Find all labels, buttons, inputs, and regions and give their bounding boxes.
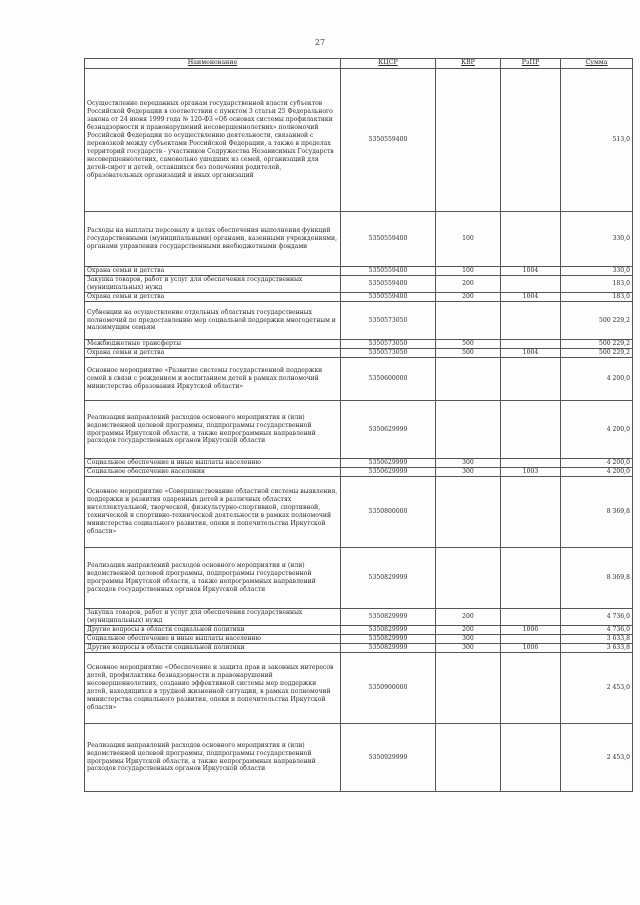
cell-rzpr xyxy=(501,358,561,401)
table-row xyxy=(85,477,633,548)
cell-name: Реализация направлений расходов основного мероприятия и (или) ведомственной целевой программы, подпрограммы государственной программы Иркутской области, а также непрограммных направлений расходов государственных органов Иркутской области xyxy=(85,401,341,459)
cell-rzpr xyxy=(501,69,561,212)
cell-rzpr xyxy=(501,459,561,468)
cell-sum: 3 633,8 xyxy=(561,635,633,644)
cell-sum: 4 200,0 xyxy=(561,401,633,459)
cell-rzpr: 1003 xyxy=(501,468,561,477)
cell-name: Другие вопросы в области социальной политики xyxy=(85,626,341,635)
cell-sum: 2 453,0 xyxy=(561,724,633,792)
cell-name: Социальное обеспечение населения xyxy=(85,468,341,477)
table-row xyxy=(85,293,633,302)
table-row xyxy=(85,276,633,293)
cell-kvr: 300 xyxy=(436,635,501,644)
cell-kvr xyxy=(436,358,501,401)
table-row xyxy=(85,459,633,468)
header-rzpr: РзПР xyxy=(501,59,561,69)
cell-kvr xyxy=(436,548,501,609)
table-row xyxy=(85,349,633,358)
cell-code: 5350900000 xyxy=(341,653,436,724)
cell-rzpr xyxy=(501,276,561,293)
table-row xyxy=(85,302,633,340)
cell-code: 5350829999 xyxy=(341,609,436,626)
cell-name: Реализация направлений расходов основного мероприятия и (или) ведомственной целевой программы, подпрограммы государственной программы Иркутской области, а также непрограммных направлений расходов государственных органов Иркутской области xyxy=(85,548,341,609)
table-row xyxy=(85,340,633,349)
header-sum: Сумма xyxy=(561,59,633,69)
cell-rzpr xyxy=(501,635,561,644)
table-row xyxy=(85,724,633,792)
cell-sum: 3 633,8 xyxy=(561,644,633,653)
cell-code: 5350800000 xyxy=(341,477,436,548)
cell-kvr xyxy=(436,653,501,724)
cell-sum: 4 200,0 xyxy=(561,468,633,477)
cell-name: Другие вопросы в области социальной политики xyxy=(85,644,341,653)
cell-code: 5350829999 xyxy=(341,635,436,644)
cell-name: Охрана семьи и детства xyxy=(85,349,341,358)
table-row xyxy=(85,267,633,276)
cell-code: 5350559400 xyxy=(341,267,436,276)
cell-rzpr xyxy=(501,340,561,349)
table-row xyxy=(85,468,633,477)
page-number: 27 xyxy=(314,38,326,47)
cell-code: 5350629999 xyxy=(341,401,436,459)
header-kvr: КВР xyxy=(436,59,501,69)
cell-code: 5350573050 xyxy=(341,349,436,358)
cell-sum: 8 369,8 xyxy=(561,477,633,548)
cell-sum: 183,0 xyxy=(561,293,633,302)
cell-rzpr: 1004 xyxy=(501,293,561,302)
table-row xyxy=(85,358,633,401)
cell-name: Закупка товаров, работ и услуг для обеспечения государственных (муниципальных) нужд xyxy=(85,609,341,626)
cell-code: 5350573050 xyxy=(341,302,436,340)
header-code: КЦСР xyxy=(341,59,436,69)
cell-kvr: 300 xyxy=(436,459,501,468)
cell-kvr: 200 xyxy=(436,609,501,626)
table-row xyxy=(85,401,633,459)
cell-kvr: 300 xyxy=(436,644,501,653)
table-row xyxy=(85,635,633,644)
cell-code: 5350559400 xyxy=(341,293,436,302)
cell-code: 5350929999 xyxy=(341,724,436,792)
table-row xyxy=(85,644,633,653)
cell-sum: 500 229,2 xyxy=(561,340,633,349)
cell-name: Субвенции на осуществление отдельных областных государственных полномочий по предоставлению мер социальной поддержки многодетным и малоимущим семьям xyxy=(85,302,341,340)
cell-kvr: 500 xyxy=(436,349,501,358)
cell-sum: 8 369,8 xyxy=(561,548,633,609)
cell-rzpr xyxy=(501,302,561,340)
cell-code: 5350559400 xyxy=(341,212,436,267)
cell-rzpr xyxy=(501,401,561,459)
cell-rzpr xyxy=(501,724,561,792)
table-row xyxy=(85,69,633,212)
cell-code: 5350829999 xyxy=(341,626,436,635)
cell-code: 5350600000 xyxy=(341,358,436,401)
cell-rzpr: 1004 xyxy=(501,349,561,358)
cell-sum: 183,0 xyxy=(561,276,633,293)
cell-sum: 330,0 xyxy=(561,212,633,267)
cell-name: Охрана семьи и детства xyxy=(85,267,341,276)
cell-kvr xyxy=(436,724,501,792)
cell-name: Закупка товаров, работ и услуг для обеспечения государственных (муниципальных) нужд xyxy=(85,276,341,293)
cell-code: 5350829999 xyxy=(341,644,436,653)
cell-kvr xyxy=(436,69,501,212)
cell-kvr xyxy=(436,477,501,548)
cell-sum: 513,0 xyxy=(561,69,633,212)
cell-code: 5350629999 xyxy=(341,468,436,477)
cell-kvr xyxy=(436,302,501,340)
cell-name: Социальное обеспечение и иные выплаты населению xyxy=(85,459,341,468)
cell-sum: 4 736,0 xyxy=(561,609,633,626)
cell-rzpr: 1004 xyxy=(501,267,561,276)
cell-name: Социальное обеспечение и иные выплаты населению xyxy=(85,635,341,644)
cell-rzpr xyxy=(501,212,561,267)
cell-kvr: 200 xyxy=(436,293,501,302)
cell-rzpr: 1006 xyxy=(501,626,561,635)
cell-sum: 500 229,2 xyxy=(561,349,633,358)
cell-kvr: 200 xyxy=(436,276,501,293)
cell-name: Расходы на выплаты персоналу в целях обеспечения выполнения функций государственными (муниципальными) органами, казенными учреждениями, органами управления государственными внебюджетными фондами xyxy=(85,212,341,267)
cell-sum: 4 736,0 xyxy=(561,626,633,635)
cell-name: Реализация направлений расходов основного мероприятия и (или) ведомственной целевой программы, подпрограммы государственной программы Иркутской области, а также непрограммных направлений расходов государственных органов Иркутской области xyxy=(85,724,341,792)
cell-name: Осуществление переданных органам государственной власти субъектов Российской Федерации в соответствии с пунктом 3 статьи 25 Федерального закона от 24 июня 1999 года № 120-ФЗ «Об основах системы профилактики безнадзорности и правонарушений несовершеннолетних» полномочий Российской Федерации по осуществлению деятельности, связанной с перевозкой между субъектами Российской Федерации, а также в пределах территорий государств - участников Содружества Независимых Государств несовершеннолетних, самовольно ушедших из семей, организаций для детей-сирот и детей, оставшихся без попечения родителей, образовательных организаций и иных организаций xyxy=(85,69,341,212)
cell-sum: 500 229,2 xyxy=(561,302,633,340)
table-row xyxy=(85,212,633,267)
cell-code: 5350629999 xyxy=(341,459,436,468)
table-row xyxy=(85,548,633,609)
cell-name: Основное мероприятие «Обеспечение и защита прав и законных интересов детей, профилактика безнадзорности и правонарушений несовершеннолетних, создание эффективной системы мер поддержки детей, находящихся в трудной жизненной ситуации, в рамках полномочий министерства социального развития, опеки и попечительства Иркутской области» xyxy=(85,653,341,724)
cell-sum: 330,0 xyxy=(561,267,633,276)
cell-kvr: 200 xyxy=(436,626,501,635)
table-row xyxy=(85,653,633,724)
cell-kvr xyxy=(436,401,501,459)
cell-name: Основное мероприятие «Развитие системы государственной поддержки семей в связи с рождением и воспитанием детей в рамках полномочий министерства образования Иркутской области» xyxy=(85,358,341,401)
cell-rzpr xyxy=(501,653,561,724)
cell-name: Межбюджетные трансферты xyxy=(85,340,341,349)
cell-code: 5350829999 xyxy=(341,548,436,609)
cell-name: Охрана семьи и детства xyxy=(85,293,341,302)
cell-rzpr: 1006 xyxy=(501,644,561,653)
table-row xyxy=(85,609,633,626)
cell-rzpr xyxy=(501,548,561,609)
cell-sum: 4 200,0 xyxy=(561,358,633,401)
cell-rzpr xyxy=(501,609,561,626)
budget-table xyxy=(84,58,633,792)
header-name: Наименование xyxy=(85,59,341,69)
cell-name: Основное мероприятие «Совершенствование областной системы выявления, поддержки и развития одаренных детей в различных областях интеллектуальной, творческой, физкультурно-спортивной, спортивной, технической и спортивно-технической деятельности в рамках полномочий министерства социального развития, опеки и попечительства Иркутской области» xyxy=(85,477,341,548)
table-header-row xyxy=(85,59,633,69)
cell-kvr: 500 xyxy=(436,340,501,349)
cell-kvr: 100 xyxy=(436,267,501,276)
cell-kvr: 300 xyxy=(436,468,501,477)
cell-kvr: 100 xyxy=(436,212,501,267)
cell-code: 5350559400 xyxy=(341,69,436,212)
table-row xyxy=(85,626,633,635)
cell-sum: 4 200,0 xyxy=(561,459,633,468)
cell-code: 5350559400 xyxy=(341,276,436,293)
cell-rzpr xyxy=(501,477,561,548)
cell-sum: 2 453,0 xyxy=(561,653,633,724)
cell-code: 5350573050 xyxy=(341,340,436,349)
